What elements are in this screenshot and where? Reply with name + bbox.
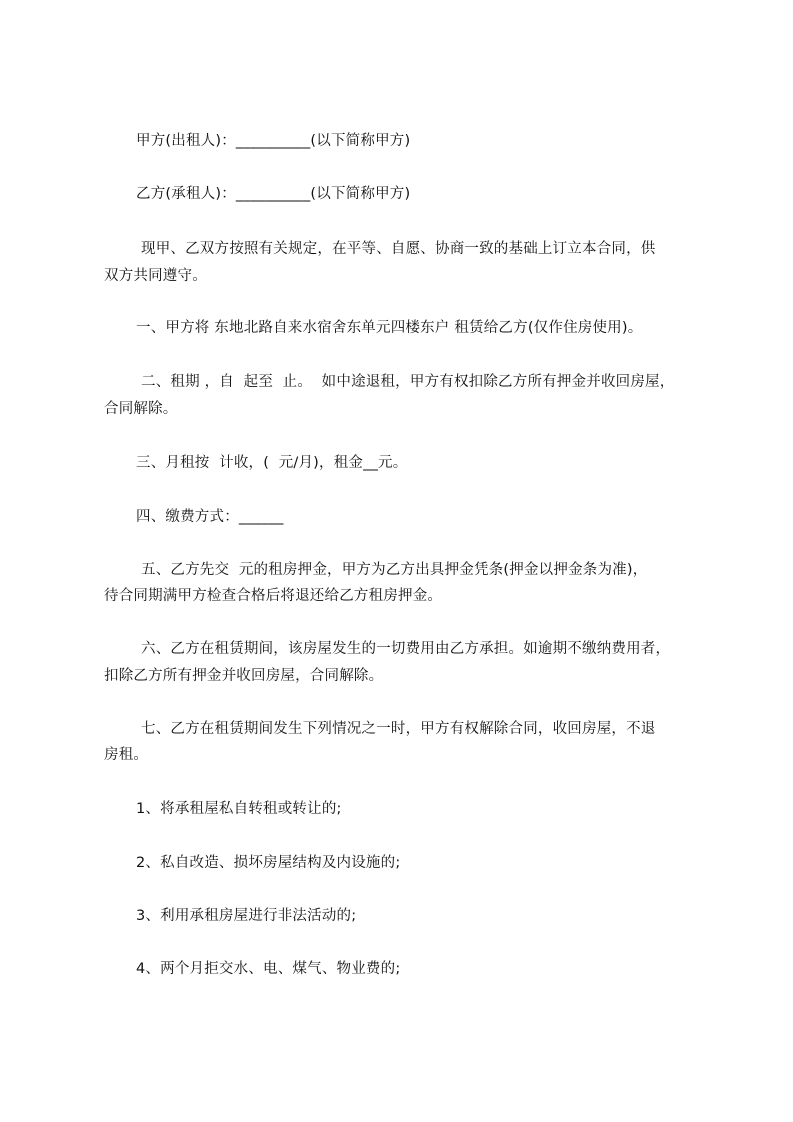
intro-line-2: 双方共同遵守。 [104,268,207,284]
clause-6-line-1: 六、乙方在租赁期间，该房屋发生的一切费用由乙方承担。如逾期不缴纳费用者， [141,641,671,657]
clause-5-line-2: 待合同期满甲方检查合格后将退还给乙方租房押金。 [104,588,443,604]
list-item: 1、将承租屋私自转租或转让的; [136,801,342,817]
list-item: 4、两个月拒交水、电、煤气、物业费的; [136,961,401,977]
party-b-line: 乙方(承租人)：__________(以下简称甲方) [136,186,411,202]
clause-3: 三、月租按 计收，( 元/月)，租金__元。 [136,455,408,471]
clause-2-line-1: 二、租期 ，自 起至 止。 如中途退租，甲方有权扣除乙方所有押金并收回房屋， [141,374,675,390]
party-a-line: 甲方(出租人)：__________(以下简称甲方) [136,133,411,149]
clause-2-line-2: 合同解除。 [104,401,178,417]
intro-line-1: 现甲、乙双方按照有关规定，在平等、自愿、协商一致的基础上订立本合同，供 [141,241,656,257]
clause-1: 一、甲方将 东地北路自来水宿舍东单元四楼东户 租赁给乙方(仅作住房使用)。 [136,320,643,336]
clause-4: 四、缴费方式：______ [136,509,284,525]
clause-7-line-1: 七、乙方在租赁期间发生下列情况之一时，甲方有权解除合同，收回房屋，不退 [141,721,656,737]
clause-7-line-2: 房租。 [104,747,149,763]
clause-5-line-1: 五、乙方先交 元的租房押金，甲方为乙方出具押金凭条(押金以押金条为准)， [141,562,648,578]
list-item: 3、利用承租房屋进行非法活动的; [136,908,357,924]
list-item: 2、私自改造、损坏房屋结构及内设施的; [136,855,401,871]
clause-6-line-2: 扣除乙方所有押金并收回房屋，合同解除。 [104,668,384,684]
